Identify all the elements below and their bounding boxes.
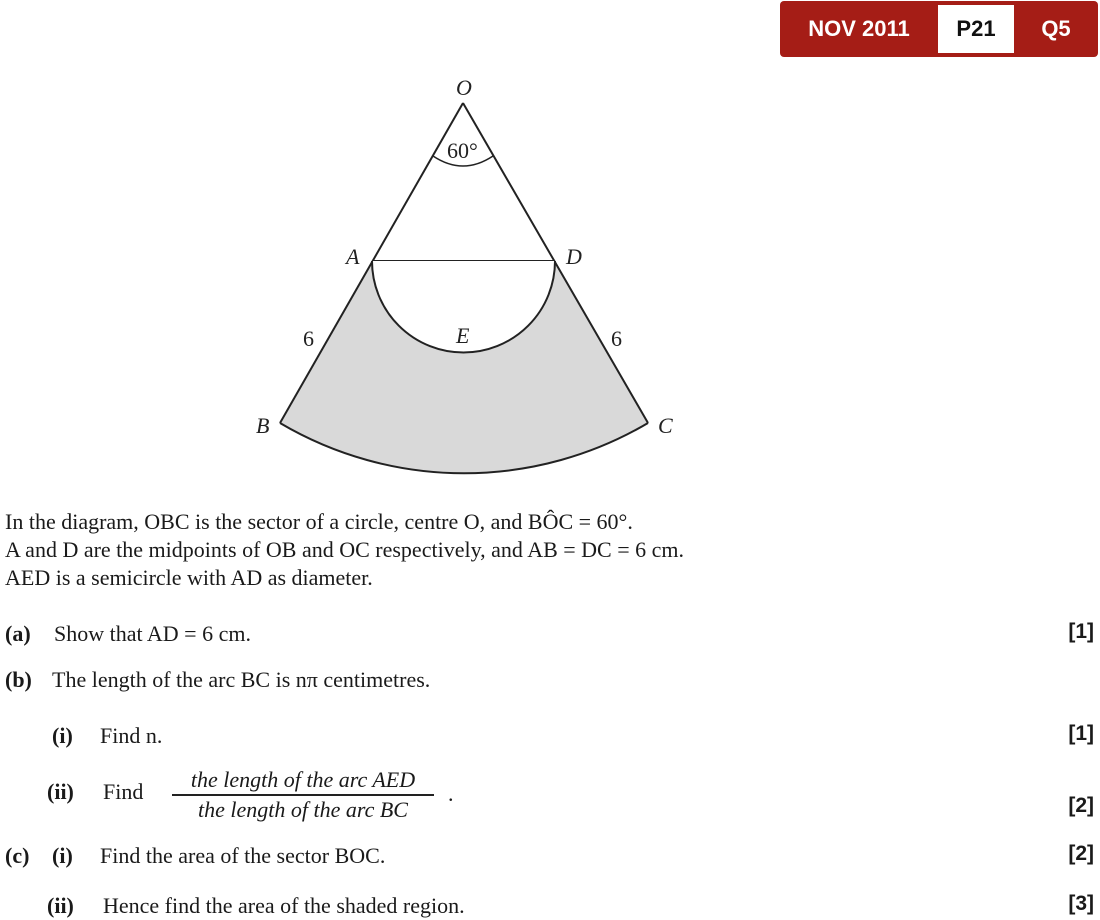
part-b-i-marks: [1] — [1068, 722, 1094, 745]
label-e: E — [456, 323, 470, 348]
intro-line-1: In the diagram, OBC is the sector of a circle, centre O, and BÔC = 60°. — [5, 509, 633, 534]
part-b-label: (b) — [5, 667, 32, 692]
fraction-dot: . — [448, 781, 454, 806]
part-c-label: (c) — [5, 843, 30, 868]
part-b-text: The length of the arc BC is nπ centimetres. — [52, 667, 431, 692]
session-label: NOV 2011 — [808, 16, 910, 41]
part-c-ii-text: Hence find the area of the shaded region. — [103, 893, 465, 918]
part-b-ii-label: (ii) — [47, 779, 74, 804]
fraction-numerator: the length of the arc AED — [190, 767, 416, 792]
intro-line-2: A and D are the midpoints of OB and OC respectively, and AB = DC = 6 cm. — [5, 537, 685, 562]
part-c-i-label: (i) — [52, 843, 73, 868]
side-dc-label: 6 — [611, 326, 622, 351]
paper-label: P21 — [938, 5, 1014, 53]
label-o: O — [456, 75, 472, 100]
part-c-ii-label: (ii) — [47, 893, 74, 918]
label-b: B — [256, 413, 270, 438]
fraction-denominator: the length of the arc BC — [198, 797, 408, 822]
part-b-i-label: (i) — [52, 723, 73, 748]
part-a-marks: [1] — [1068, 620, 1094, 643]
question-label: Q5 — [1041, 16, 1071, 41]
label-a: A — [346, 244, 360, 269]
part-b-i-text: Find n. — [100, 723, 163, 748]
part-a-text: Show that AD = 6 cm. — [54, 621, 251, 646]
label-c: C — [658, 413, 673, 438]
arc-ratio-fraction — [172, 766, 434, 824]
label-d: D — [566, 244, 582, 269]
part-a-label: (a) — [5, 621, 31, 646]
intro-line-3: AED is a semicircle with AD as diameter. — [5, 565, 373, 590]
part-c-i-text: Find the area of the sector BOC. — [100, 843, 386, 868]
part-c-ii-marks: [3] — [1068, 892, 1094, 915]
part-b-ii-marks: [2] — [1068, 794, 1094, 817]
part-b-ii-text: Find — [103, 779, 144, 804]
part-c-i-marks: [2] — [1068, 842, 1094, 865]
side-ab-label: 6 — [303, 326, 314, 351]
angle-label: 60° — [447, 138, 478, 163]
